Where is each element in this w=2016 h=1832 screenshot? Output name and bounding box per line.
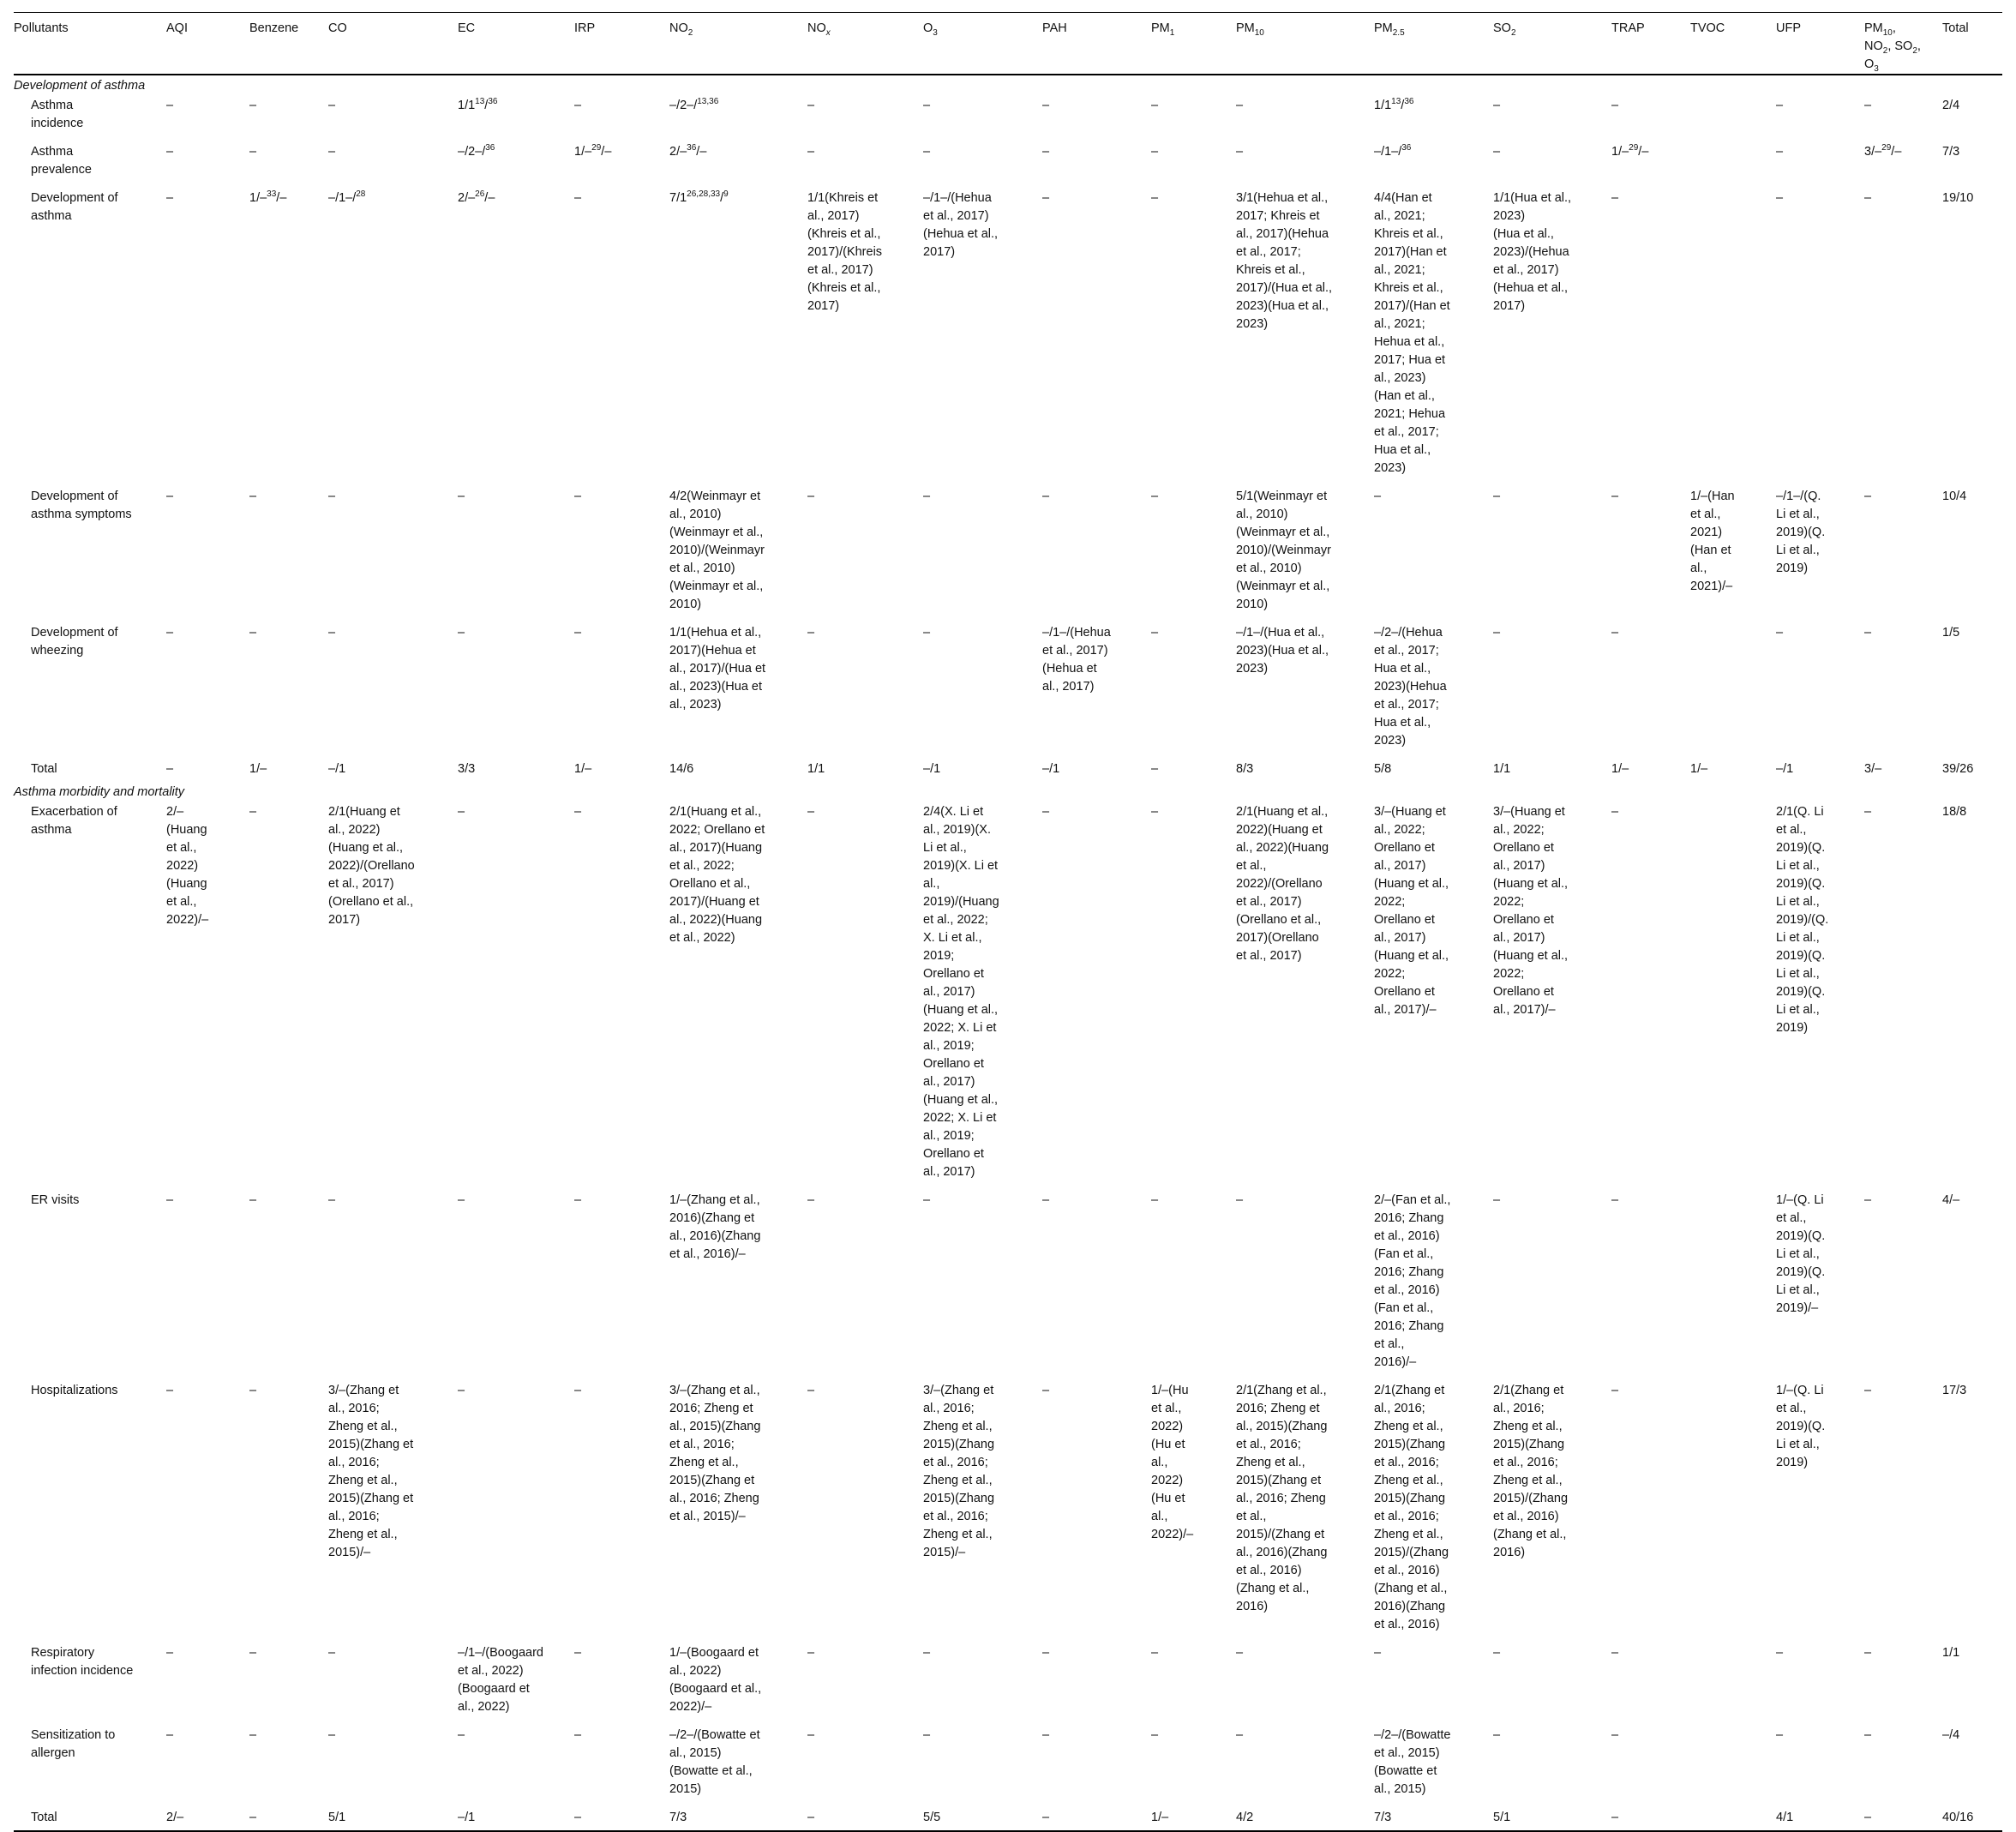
cell-o3: 3/–(Zhang et al., 2016; Zheng et al., 2015)(Zhang et al., 2016; Zheng et al., 2015)(Zhang et al., 2016; Zheng et al., 2015)/– <box>923 1384 995 1559</box>
cell-co: –/1 <box>328 762 346 776</box>
cell-pm2-5: – <box>1374 490 1382 503</box>
cell-irp: – <box>574 626 582 640</box>
cell-co: – <box>328 490 336 503</box>
cell-combined: – <box>1864 1646 1872 1660</box>
cell-benzene: – <box>249 1811 257 1824</box>
cell-so2: 3/–(Huang et al., 2022; Orellano et al., 2017) (Huang et al., 2022; Orellano et al., 2017) (Huang et al., 2022; Orellano et al., 2017)/– <box>1493 805 1569 1017</box>
cell-pm1: – <box>1151 1728 1159 1742</box>
cell-ec: – <box>458 1384 465 1397</box>
column-header-18: Total <box>1942 21 1969 35</box>
cell-combined: – <box>1864 1384 1872 1397</box>
cell-no2: –/2–/$^{13,36}$ <box>669 97 719 112</box>
row-label: ER visits <box>31 1193 80 1207</box>
cell-combined: 3/– <box>1864 762 1882 776</box>
cell-pm1: 1/– <box>1151 1811 1169 1824</box>
cell-irp: – <box>574 805 582 819</box>
cell-aqi: 2/– (Huang et al., 2022) (Huang et al., 2022)/– <box>166 805 209 927</box>
cell-irp: – <box>574 1193 582 1207</box>
row-label: Asthma incidence <box>31 99 84 130</box>
cell-o3: – <box>923 1646 931 1660</box>
cell-benzene: – <box>249 145 257 159</box>
cell-ufp: –/1 <box>1776 762 1794 776</box>
cell-so2: – <box>1493 1728 1501 1742</box>
cell-so2: 2/1(Zhang et al., 2016; Zheng et al., 2015)(Zhang et al., 2016; Zheng et al., 2015)/(Zhang et al., 2016) (Zhang et al., 2016) <box>1493 1384 1569 1559</box>
cell-pm2-5: 4/4(Han et al., 2021; Khreis et al., 2017)(Han et al., 2021; Khreis et al., 2017)/(Han et al., 2021; Hehua et al., 2017; Hua et al., 2023) (Han et al., 2021; Hehua et al., 2017; Hua et al., 2023) <box>1374 191 1450 475</box>
cell-so2: – <box>1493 1193 1501 1207</box>
row-label: Development of wheezing <box>31 626 118 658</box>
cell-pm2-5: 7/3 <box>1374 1811 1392 1824</box>
row-label: Development of asthma symptoms <box>31 490 132 521</box>
column-header-10: $PM_1$ <box>1151 21 1175 38</box>
cell-nox: – <box>807 626 815 640</box>
cell-irp: – <box>574 1811 582 1824</box>
cell-pm2-5: 2/1(Zhang et al., 2016; Zheng et al., 2015)(Zhang et al., 2016; Zheng et al., 2015)(Zhang et al., 2016; Zheng et al., 2015)/(Zhang et al., 2016) (Zhang et al., 2016)(Zhang et al., 2016) <box>1374 1384 1449 1631</box>
cell-total: 2/4 <box>1942 99 1960 112</box>
cell-pah: – <box>1042 1193 1050 1207</box>
column-header-0: Pollutants <box>14 21 69 35</box>
cell-no2: 1/–(Boogaard et al., 2022) (Boogaard et al., 2022)/– <box>669 1646 762 1714</box>
cell-tvoc <box>1690 1380 1776 1643</box>
table-row <box>14 1190 2002 1380</box>
cell-pm10: – <box>1236 1728 1244 1742</box>
total-row <box>14 759 2002 782</box>
column-header-12: $PM_{2.5}$ <box>1374 21 1405 38</box>
cell-nox: – <box>807 1728 815 1742</box>
cell-ec: 2/–$^{26}$/– <box>458 189 495 205</box>
cell-ec: –/1 <box>458 1811 476 1824</box>
cell-nox: – <box>807 1646 815 1660</box>
row-label: Exacerbation of asthma <box>31 805 117 837</box>
cell-ufp: – <box>1776 191 1784 205</box>
cell-combined: – <box>1864 99 1872 112</box>
cell-ufp: – <box>1776 145 1784 159</box>
cell-irp: – <box>574 1728 582 1742</box>
column-header-13: $SO_2$ <box>1493 21 1516 38</box>
cell-pah: – <box>1042 805 1050 819</box>
cell-no2: 14/6 <box>669 762 694 776</box>
cell-total: 7/3 <box>1942 145 1960 159</box>
cell-pm1: – <box>1151 145 1159 159</box>
cell-so2: – <box>1493 1646 1501 1660</box>
cell-so2: – <box>1493 99 1501 112</box>
section-heading: Asthma morbidity and mortality <box>14 785 185 799</box>
pollutant-asthma-table <box>14 12 2002 1832</box>
cell-ufp: 2/1(Q. Li et al., 2019)(Q. Li et al., 2019)(Q. Li et al., 2019)/(Q. Li et al., 2019)(Q. Li et al., 2019)(Q. Li et al., 2019) <box>1776 805 1829 1035</box>
cell-no2: 1/1(Hehua et al., 2017)(Hehua et al., 2017)/(Hua et al., 2023)(Hua et al., 2023) <box>669 626 766 712</box>
cell-o3: – <box>923 99 931 112</box>
column-header-15: TVOC <box>1690 21 1725 35</box>
cell-irp: – <box>574 1384 582 1397</box>
total-row <box>14 1807 2002 1831</box>
cell-tvoc <box>1690 1725 1776 1807</box>
column-header-3: CO <box>328 21 347 35</box>
table-row <box>14 141 2002 188</box>
cell-total: 1/1 <box>1942 1646 1960 1660</box>
table-row <box>14 1380 2002 1643</box>
cell-total: –/4 <box>1942 1728 1960 1742</box>
column-header-9: PAH <box>1042 21 1067 35</box>
cell-benzene: – <box>249 490 257 503</box>
table-row <box>14 188 2002 486</box>
cell-co: 2/1(Huang et al., 2022) (Huang et al., 2022)/(Orellano et al., 2017) (Orellano et al., 2017) <box>328 805 415 927</box>
cell-pah: – <box>1042 99 1050 112</box>
cell-pm1: – <box>1151 762 1159 776</box>
cell-tvoc <box>1690 1190 1776 1380</box>
cell-o3: –/1 <box>923 762 941 776</box>
cell-pah: – <box>1042 1811 1050 1824</box>
cell-irp: – <box>574 191 582 205</box>
cell-pm10: 4/2 <box>1236 1811 1254 1824</box>
cell-irp: 1/– <box>574 762 592 776</box>
column-header-14: TRAP <box>1611 21 1645 35</box>
cell-co: 5/1 <box>328 1811 346 1824</box>
cell-nox: 1/1(Khreis et al., 2017) (Khreis et al., 2017)/(Khreis et al., 2017) (Khreis et al., 2017) <box>807 191 883 313</box>
cell-trap: – <box>1611 191 1619 205</box>
cell-pm2-5: 3/–(Huang et al., 2022; Orellano et al., 2017) (Huang et al., 2022; Orellano et al., 2017) (Huang et al., 2022; Orellano et al., 2017)/– <box>1374 805 1449 1017</box>
cell-benzene: 1/–$^{33}$/– <box>249 189 287 205</box>
cell-no2: 4/2(Weinmayr et al., 2010) (Weinmayr et al., 2010)/(Weinmayr et al., 2010) (Weinmayr et al., 2010) <box>669 490 765 611</box>
cell-so2: 5/1 <box>1493 1811 1511 1824</box>
cell-ec: – <box>458 626 465 640</box>
cell-ufp: – <box>1776 1646 1784 1660</box>
cell-tvoc <box>1690 1643 1776 1725</box>
cell-co: – <box>328 99 336 112</box>
row-label: Asthma prevalence <box>31 145 92 177</box>
cell-trap: – <box>1611 1646 1619 1660</box>
row-label: Development of asthma <box>31 191 118 223</box>
cell-ec: –/1–/(Boogaard et al., 2022) (Boogaard et al., 2022) <box>458 1646 543 1714</box>
column-header-17: $PM_{10}$, $NO_2$, $SO_2$, $O_3$ <box>1864 21 1921 74</box>
cell-nox: – <box>807 1384 815 1397</box>
cell-pm2-5: –/2–/(Bowatte et al., 2015) (Bowatte et al., 2015) <box>1374 1728 1451 1796</box>
section-heading-row <box>14 75 2002 95</box>
table-body <box>14 75 2002 1831</box>
cell-pm2-5: –/2–/(Hehua et al., 2017; Hua et al., 2023)(Hehua et al., 2017; Hua et al., 2023) <box>1374 626 1447 748</box>
cell-pm1: – <box>1151 626 1159 640</box>
cell-nox: 1/1 <box>807 762 825 776</box>
cell-ec: $1/1^{13}/^{36}$ <box>458 97 498 112</box>
cell-ec: – <box>458 490 465 503</box>
cell-benzene: – <box>249 805 257 819</box>
cell-ec: 3/3 <box>458 762 476 776</box>
section-heading: Development of asthma <box>14 79 146 93</box>
cell-pm10: 2/1(Zhang et al., 2016; Zheng et al., 2015)(Zhang et al., 2016; Zheng et al., 2015)(Zhang et al., 2016; Zheng et al., 2015)/(Zhang et al., 2016)(Zhang et al., 2016) (Zhang et al., 2016) <box>1236 1384 1328 1613</box>
cell-benzene: – <box>249 99 257 112</box>
cell-pm10: 5/1(Weinmayr et al., 2010) (Weinmayr et al., 2010)/(Weinmayr et al., 2010) (Weinmayr et al., 2010) <box>1236 490 1331 611</box>
cell-pm1: – <box>1151 1193 1159 1207</box>
cell-combined: – <box>1864 191 1872 205</box>
cell-aqi: – <box>166 490 174 503</box>
cell-benzene: – <box>249 1728 257 1742</box>
cell-pm2-5: – <box>1374 1646 1382 1660</box>
cell-so2: 1/1(Hua et al., 2023) (Hua et al., 2023)/(Hehua et al., 2017) (Hehua et al., 2017) <box>1493 191 1572 313</box>
cell-combined: – <box>1864 1728 1872 1742</box>
cell-pm2-5: –/1–/$^{36}$ <box>1374 143 1412 159</box>
cell-so2: – <box>1493 145 1501 159</box>
cell-co: 3/–(Zhang et al., 2016; Zheng et al., 2015)(Zhang et al., 2016; Zheng et al., 2015)(Zhang et al., 2016; Zheng et al., 2015)/– <box>328 1384 414 1559</box>
cell-co: – <box>328 626 336 640</box>
cell-ufp: 1/–(Q. Li et al., 2019)(Q. Li et al., 2019) <box>1776 1384 1826 1469</box>
cell-pm2-5: 5/8 <box>1374 762 1392 776</box>
cell-ufp: –/1–/(Q. Li et al., 2019)(Q. Li et al., 2019) <box>1776 490 1826 575</box>
row-label: Hospitalizations <box>31 1384 118 1397</box>
cell-trap: – <box>1611 805 1619 819</box>
cell-co: – <box>328 145 336 159</box>
cell-trap: 1/–$^{29}$/– <box>1611 143 1649 159</box>
cell-ufp: – <box>1776 99 1784 112</box>
table-row <box>14 95 2002 141</box>
cell-ufp: 1/–(Q. Li et al., 2019)(Q. Li et al., 2019)(Q. Li et al., 2019)/– <box>1776 1193 1826 1315</box>
section-heading-row <box>14 782 2002 802</box>
row-label: Total <box>31 762 57 776</box>
cell-trap: – <box>1611 99 1619 112</box>
cell-ec: – <box>458 1193 465 1207</box>
cell-pm10: – <box>1236 1646 1244 1660</box>
cell-pm10: – <box>1236 1193 1244 1207</box>
cell-trap: – <box>1611 1384 1619 1397</box>
cell-total: 18/8 <box>1942 805 1967 819</box>
cell-pm1: – <box>1151 490 1159 503</box>
column-header-11: $PM_{10}$ <box>1236 21 1264 38</box>
cell-aqi: – <box>166 1193 174 1207</box>
cell-benzene: – <box>249 626 257 640</box>
cell-co: –/1–/$^{28}$ <box>328 189 366 205</box>
cell-tvoc <box>1690 802 1776 1190</box>
cell-total: 19/10 <box>1942 191 1974 205</box>
cell-aqi: – <box>166 626 174 640</box>
cell-trap: – <box>1611 490 1619 503</box>
table-row <box>14 622 2002 759</box>
cell-pm1: – <box>1151 1646 1159 1660</box>
cell-pah: – <box>1042 1646 1050 1660</box>
cell-combined: – <box>1864 1811 1872 1824</box>
cell-irp: – <box>574 99 582 112</box>
cell-aqi: – <box>166 1646 174 1660</box>
cell-ec: – <box>458 805 465 819</box>
cell-pm10: – <box>1236 145 1244 159</box>
column-header-1: AQI <box>166 21 188 35</box>
cell-nox: – <box>807 1193 815 1207</box>
cell-total: 39/26 <box>1942 762 1974 776</box>
cell-o3: 5/5 <box>923 1811 941 1824</box>
cell-pah: – <box>1042 1728 1050 1742</box>
cell-combined: – <box>1864 805 1872 819</box>
column-header-6: $NO_2$ <box>669 21 693 38</box>
column-header-8: $O_3$ <box>923 21 938 38</box>
cell-combined: – <box>1864 490 1872 503</box>
table-row <box>14 1725 2002 1807</box>
cell-total: 10/4 <box>1942 490 1967 503</box>
cell-tvoc <box>1690 141 1776 188</box>
cell-tvoc: 1/– <box>1690 762 1708 776</box>
cell-nox: – <box>807 805 815 819</box>
cell-total: 40/16 <box>1942 1811 1974 1824</box>
cell-ufp: – <box>1776 1728 1784 1742</box>
cell-nox: – <box>807 490 815 503</box>
table-row <box>14 802 2002 1190</box>
cell-aqi: – <box>166 191 174 205</box>
cell-pah: –/1 <box>1042 762 1060 776</box>
cell-combined: 3/–$^{29}$/– <box>1864 143 1902 159</box>
cell-ec: –/2–/$^{36}$ <box>458 143 495 159</box>
cell-o3: – <box>923 1728 931 1742</box>
row-label: Total <box>31 1811 57 1824</box>
cell-pm1: 1/–(Hu et al., 2022) (Hu et al., 2022) (Hu et al., 2022)/– <box>1151 1384 1194 1541</box>
cell-o3: – <box>923 145 931 159</box>
cell-pah: –/1–/(Hehua et al., 2017) (Hehua et al., 2017) <box>1042 626 1111 694</box>
header-row <box>14 13 2002 75</box>
row-label: Respiratory infection incidence <box>31 1646 134 1678</box>
column-header-5: IRP <box>574 21 596 35</box>
table-row <box>14 486 2002 622</box>
cell-irp: – <box>574 1646 582 1660</box>
cell-no2: 2/1(Huang et al., 2022; Orellano et al., 2017)(Huang et al., 2022; Orellano et al., 2017)/(Huang et al., 2022)(Huang et al., 2022) <box>669 805 765 945</box>
cell-no2: 7/1$^{26,28,33}$/$^9$ <box>669 189 729 205</box>
cell-tvoc <box>1690 95 1776 141</box>
cell-pm1: – <box>1151 805 1159 819</box>
cell-nox: – <box>807 1811 815 1824</box>
cell-total: 4/– <box>1942 1193 1960 1207</box>
cell-aqi: – <box>166 145 174 159</box>
cell-tvoc <box>1690 1807 1776 1831</box>
cell-pah: – <box>1042 191 1050 205</box>
cell-trap: – <box>1611 626 1619 640</box>
cell-co: – <box>328 1646 336 1660</box>
cell-pm10: – <box>1236 99 1244 112</box>
cell-o3: – <box>923 1193 931 1207</box>
cell-trap: 1/– <box>1611 762 1629 776</box>
table-header <box>14 13 2002 75</box>
cell-pm1: – <box>1151 99 1159 112</box>
cell-no2: 1/–(Zhang et al., 2016)(Zhang et al., 2016)(Zhang et al., 2016)/– <box>669 1193 761 1261</box>
cell-combined: – <box>1864 1193 1872 1207</box>
cell-no2: 2/–$^{36}$/– <box>669 143 707 159</box>
cell-pm10: 8/3 <box>1236 762 1254 776</box>
cell-aqi: – <box>166 762 174 776</box>
cell-nox: – <box>807 99 815 112</box>
cell-ufp: – <box>1776 626 1784 640</box>
column-header-4: EC <box>458 21 476 35</box>
cell-o3: –/1–/(Hehua et al., 2017) (Hehua et al., 2017) <box>923 191 999 259</box>
column-header-7: $NO_x$ <box>807 21 831 38</box>
cell-aqi: – <box>166 99 174 112</box>
cell-pm2-5: 2/–(Fan et al., 2016; Zhang et al., 2016) (Fan et al., 2016; Zhang et al., 2016) (Fan et al., 2016; Zhang et al., 2016)/– <box>1374 1193 1451 1369</box>
column-header-16: UFP <box>1776 21 1801 35</box>
cell-o3: – <box>923 490 931 503</box>
cell-pm1: – <box>1151 191 1159 205</box>
cell-no2: 7/3 <box>669 1811 687 1824</box>
cell-so2: 1/1 <box>1493 762 1511 776</box>
cell-aqi: – <box>166 1728 174 1742</box>
cell-pm10: 3/1(Hehua et al., 2017; Khreis et al., 2017)(Hehua et al., 2017; Khreis et al., 2017)/(Hua et al., 2023)(Hua et al., 2023) <box>1236 191 1333 331</box>
cell-aqi: – <box>166 1384 174 1397</box>
table-row <box>14 1643 2002 1725</box>
cell-combined: – <box>1864 626 1872 640</box>
cell-no2: 3/–(Zhang et al., 2016; Zheng et al., 2015)(Zhang et al., 2016; Zheng et al., 2015)(Zhang et al., 2016; Zheng et al., 2015)/– <box>669 1384 761 1523</box>
cell-no2: –/2–/(Bowatte et al., 2015) (Bowatte et al., 2015) <box>669 1728 760 1796</box>
cell-trap: – <box>1611 1728 1619 1742</box>
cell-so2: – <box>1493 490 1501 503</box>
row-label: Sensitization to allergen <box>31 1728 116 1760</box>
cell-ec: – <box>458 1728 465 1742</box>
cell-ufp: 4/1 <box>1776 1811 1794 1824</box>
cell-total: 17/3 <box>1942 1384 1967 1397</box>
cell-o3: 2/4(X. Li et al., 2019)(X. Li et al., 2019)(X. Li et al., 2019)/(Huang et al., 2022; X. Li et al., 2019; Orellano et al., 2017) (Huang et al., 2022; X. Li et al., 2019; Orellano et al., 2017) (Huang et al., 2022; X. Li et al., 2019; Orellano et al., 2017) <box>923 805 999 1179</box>
cell-tvoc: 1/–(Han et al., 2021) (Han et al., 2021)/– <box>1690 490 1735 593</box>
column-header-2: Benzene <box>249 21 299 35</box>
cell-pm10: 2/1(Huang et al., 2022)(Huang et al., 2022)(Huang et al., 2022)/(Orellano et al., 2017) (Orellano et al., 2017)(Orellano et al., 2017) <box>1236 805 1329 963</box>
cell-benzene: – <box>249 1646 257 1660</box>
cell-so2: – <box>1493 626 1501 640</box>
cell-pm2-5: $1/1^{13}/^{36}$ <box>1374 97 1414 112</box>
cell-pah: – <box>1042 145 1050 159</box>
cell-benzene: – <box>249 1193 257 1207</box>
cell-tvoc <box>1690 188 1776 486</box>
cell-pm10: –/1–/(Hua et al., 2023)(Hua et al., 2023) <box>1236 626 1329 676</box>
cell-pah: – <box>1042 490 1050 503</box>
cell-nox: – <box>807 145 815 159</box>
cell-benzene: – <box>249 1384 257 1397</box>
cell-o3: – <box>923 626 931 640</box>
cell-tvoc <box>1690 622 1776 759</box>
cell-total: 1/5 <box>1942 626 1960 640</box>
cell-trap: – <box>1611 1193 1619 1207</box>
cell-trap: – <box>1611 1811 1619 1824</box>
cell-irp: – <box>574 490 582 503</box>
cell-irp: 1/–$^{29}$/– <box>574 143 612 159</box>
cell-aqi: 2/– <box>166 1811 184 1824</box>
cell-benzene: 1/– <box>249 762 267 776</box>
cell-pah: – <box>1042 1384 1050 1397</box>
cell-co: – <box>328 1193 336 1207</box>
cell-co: – <box>328 1728 336 1742</box>
